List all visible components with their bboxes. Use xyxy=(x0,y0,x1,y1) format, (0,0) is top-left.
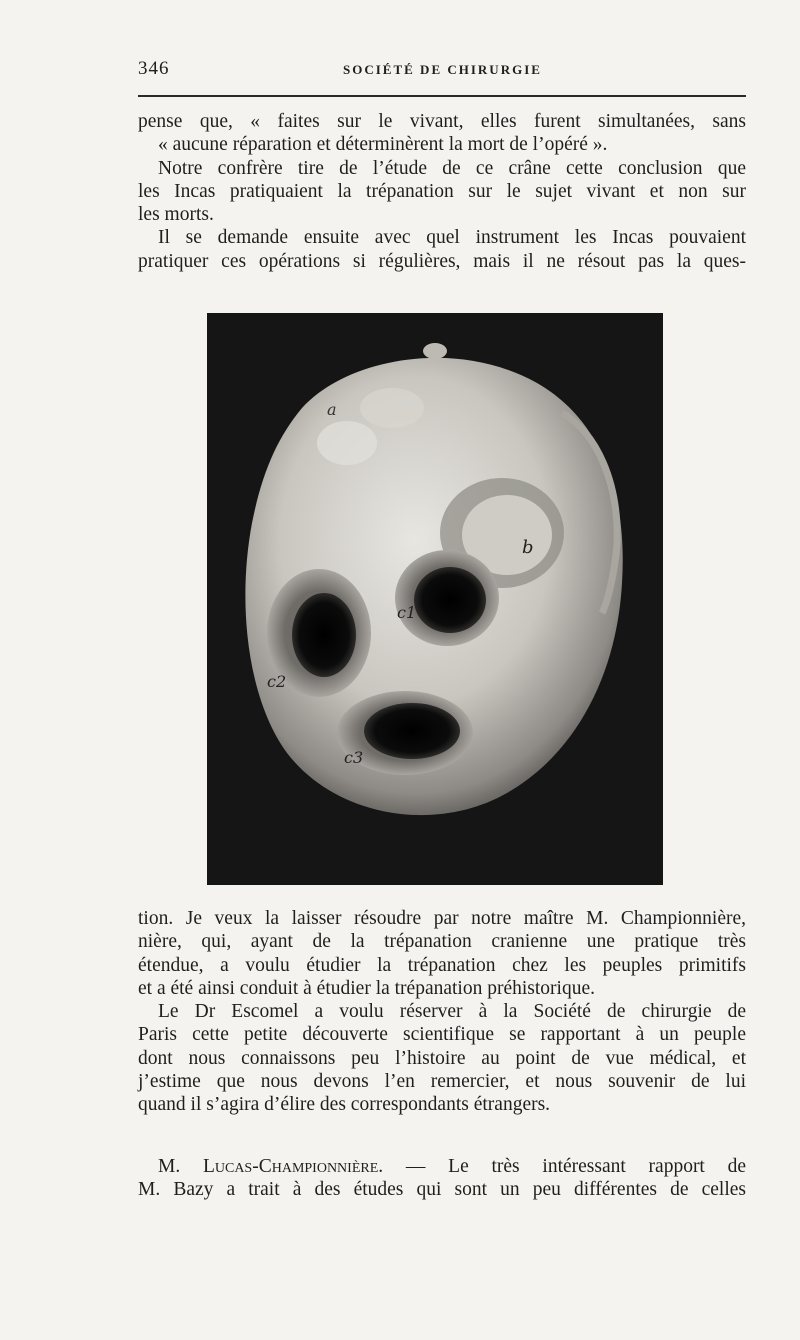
text-line: étendue, a voulu étudier la trépanation chez les peuples primitifs xyxy=(138,954,746,976)
text-line: Il se demande ensuite avec quel instrument les Incas pouvaient xyxy=(158,227,746,249)
text-line: tion. Je veux la laisser résoudre par notre maître M. Championnière, xyxy=(138,908,746,929)
text-line: dont nous connaissons peu l’histoire au point de vue médical, et xyxy=(138,1047,746,1069)
text-line: les morts. xyxy=(138,204,214,226)
paragraph xyxy=(138,157,746,227)
text-line: Le Dr Escomel a voulu réserver à la Société de chirurgie de xyxy=(158,1001,746,1023)
page-header xyxy=(138,52,746,86)
text-block-final xyxy=(138,1155,746,1202)
text-line: Notre confrère tire de l’étude de ce crâne cette conclusion que xyxy=(158,157,746,179)
paragraph xyxy=(138,110,746,157)
figure-label-c2: c2 xyxy=(267,672,287,691)
paragraph xyxy=(138,1000,746,1116)
running-head: SOCIÉTÉ DE CHIRURGIE xyxy=(343,62,542,77)
text-line xyxy=(138,1155,746,1178)
text-line: j’estime que nous devons l’en remercier, et nous souvenir de lui xyxy=(138,1071,746,1093)
text-line: nière, qui, ayant de la trépanation cranienne une pratique très xyxy=(138,931,746,953)
figure-label-b: b xyxy=(522,537,534,558)
text-fragment: — Le très intéressant rapport de xyxy=(405,1156,747,1177)
trepanation-hole-c3 xyxy=(364,703,460,759)
paragraph xyxy=(138,907,746,1000)
skull-illustration xyxy=(207,313,663,885)
speaker-name: M. Lucas-Championnière. xyxy=(158,1156,384,1177)
text-line: « aucune réparation et déterminèrent la mort de l’opéré ». xyxy=(158,134,608,156)
page-number: 346 xyxy=(138,58,170,79)
paragraph xyxy=(138,1155,746,1202)
text-line: Paris cette petite découverte scientifique se rapportant à un peuple xyxy=(138,1024,746,1046)
trepanation-hole-c1 xyxy=(414,567,486,633)
text-line: pratiquer ces opérations si régulières, mais il ne résout pas la ques- xyxy=(138,250,746,272)
text-block-bottom xyxy=(138,907,746,1117)
header-rule xyxy=(138,95,746,97)
text-line: les Incas pratiquaient la trépanation sur le sujet vivant et non sur xyxy=(138,180,746,202)
figure-label-c1: c1 xyxy=(397,603,417,622)
paragraph xyxy=(138,226,746,273)
text-line: M. Bazy a trait à des études qui sont un peu différentes de celles xyxy=(138,1179,746,1201)
figure-label-c3: c3 xyxy=(344,748,364,767)
skull-photograph xyxy=(207,313,663,885)
text-line: pense que, « faites sur le vivant, elles furent simultanées, sans xyxy=(138,111,746,132)
figure-label-a: a xyxy=(327,400,337,419)
text-line: et a été ainsi conduit à étudier la trépanation préhistorique. xyxy=(138,977,595,999)
text-line: quand il s’agira d’élire des correspondants étrangers. xyxy=(138,1094,551,1116)
trepanation-hole-c2 xyxy=(292,593,356,677)
text-block-top xyxy=(138,110,746,273)
